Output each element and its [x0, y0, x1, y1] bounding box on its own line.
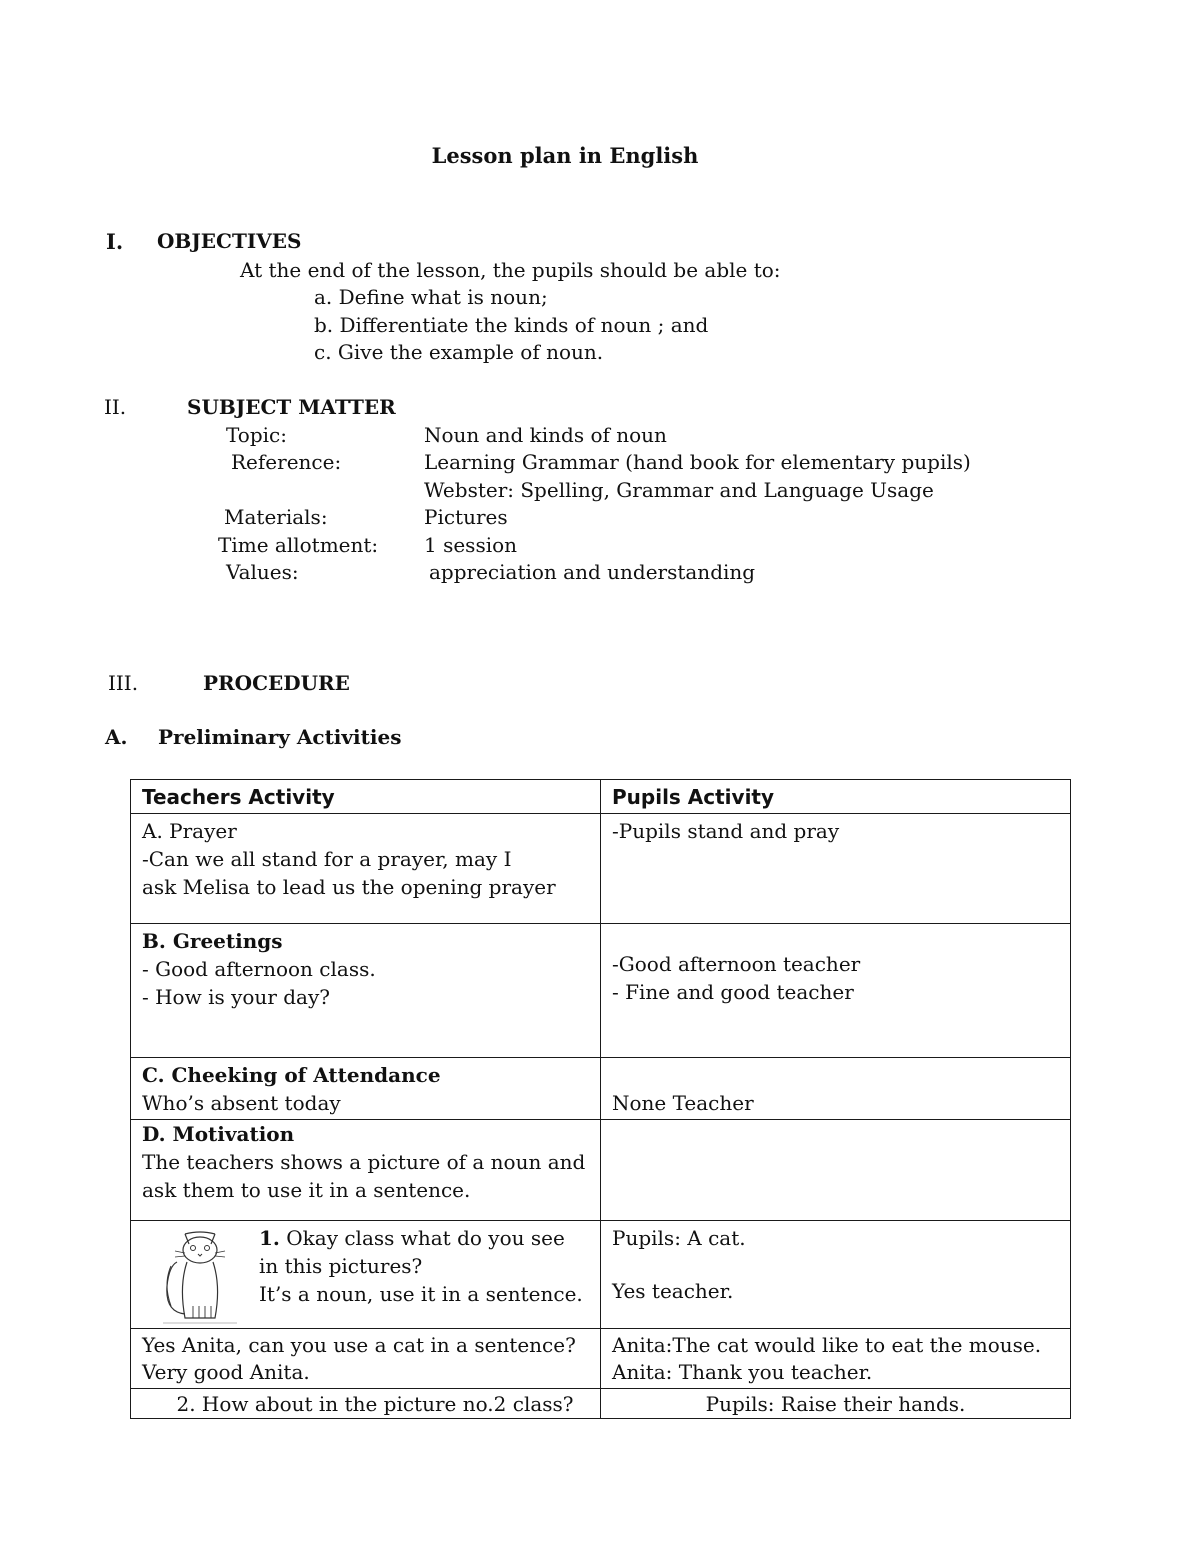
greetings-teacher-line: - Good afternoon class.: [142, 957, 376, 981]
motivation-teacher-line: The teachers shows a picture of a noun and: [142, 1150, 586, 1174]
greetings-pupils-cell: [601, 924, 1071, 1058]
subject-label-topic: Topic:: [226, 423, 287, 447]
header-pupils-activity: Pupils Activity: [601, 780, 1071, 814]
anita-pupils-line: Anita:The cat would like to eat the mouse.: [612, 1333, 1042, 1357]
table-row-motivation: [131, 1120, 1071, 1221]
activity-table: [130, 779, 1071, 1419]
header-teachers-activity: Teachers Activity: [131, 780, 601, 814]
prayer-pupils-cell: [601, 814, 1071, 924]
table-row-picture-2: [131, 1389, 1071, 1419]
picture1-teacher-cell: [131, 1221, 601, 1329]
motivation-pupils-cell: [601, 1120, 1071, 1221]
cat-picture: [155, 1226, 245, 1326]
subject-value-values: appreciation and understanding: [429, 560, 756, 584]
picture2-pupils-cell: Pupils: Raise their hands.: [601, 1389, 1071, 1419]
attendance-teacher-line: Who’s absent today: [142, 1091, 341, 1115]
objectives-heading: OBJECTIVES: [157, 229, 302, 253]
subject-value-time: 1 session: [424, 533, 518, 557]
table-row-picture-1: [131, 1221, 1071, 1329]
picture1-teacher-line: in this pictures?: [259, 1254, 423, 1278]
subject-matter-numeral: II.: [104, 395, 127, 419]
picture1-teacher-line: Okay class what do you see: [286, 1226, 565, 1250]
subject-value-reference: Learning Grammar (hand book for elementary pupils): [424, 450, 971, 474]
preliminary-heading: Preliminary Activities: [158, 725, 402, 749]
objective-item: a. Define what is noun;: [314, 285, 548, 309]
picture2-teacher-cell: 2. How about in the picture no.2 class?: [131, 1389, 601, 1419]
subject-matter-heading: SUBJECT MATTER: [187, 395, 396, 419]
greetings-pupils-line: - Fine and good teacher: [612, 980, 854, 1004]
motivation-title: D. Motivation: [142, 1122, 295, 1146]
attendance-pupils-line: None Teacher: [612, 1091, 754, 1115]
table-row-attendance: [131, 1058, 1071, 1120]
greetings-teacher-line: - How is your day?: [142, 985, 330, 1009]
subject-label-reference: Reference:: [231, 450, 342, 474]
objectives-intro: At the end of the lesson, the pupils should be able to:: [240, 258, 781, 282]
table-header-row: [131, 780, 1071, 814]
attendance-pupils-cell: [601, 1058, 1071, 1120]
greetings-pupils-line: -Good afternoon teacher: [612, 952, 861, 976]
objectives-numeral: I.: [106, 229, 124, 254]
prayer-pupils-line: -Pupils stand and pray: [612, 819, 840, 843]
picture1-pupils-cell: [601, 1221, 1071, 1329]
table-row-prayer: [131, 814, 1071, 924]
motivation-teacher-cell: [131, 1120, 601, 1221]
preliminary-letter: A.: [105, 725, 128, 749]
procedure-numeral: III.: [108, 671, 139, 695]
anita-teacher-cell: [131, 1329, 601, 1389]
motivation-teacher-line: ask them to use it in a sentence.: [142, 1178, 471, 1202]
subject-value-reference-2: Webster: Spelling, Grammar and Language Usage: [424, 478, 934, 502]
table-row-greetings: [131, 924, 1071, 1058]
anita-pupils-cell: [601, 1329, 1071, 1389]
attendance-title: C. Cheeking of Attendance: [142, 1063, 441, 1087]
picture1-number: 1.: [259, 1226, 280, 1250]
prayer-teacher-cell: [131, 814, 601, 924]
anita-teacher-line: Very good Anita.: [142, 1360, 310, 1384]
objective-item: c. Give the example of noun.: [314, 340, 604, 364]
prayer-teacher-line: ask Melisa to lead us the opening prayer: [142, 875, 556, 899]
prayer-title: A. Prayer: [142, 819, 237, 843]
page-title: Lesson plan in English: [431, 143, 699, 168]
picture1-pupils-line: Pupils: A cat.: [612, 1226, 746, 1250]
prayer-teacher-line: -Can we all stand for a prayer, may I: [142, 847, 512, 871]
anita-teacher-line: Yes Anita, can you use a cat in a sentence?: [142, 1333, 576, 1357]
subject-value-materials: Pictures: [424, 505, 508, 529]
attendance-teacher-cell: [131, 1058, 601, 1120]
procedure-heading: PROCEDURE: [203, 671, 350, 695]
table-row-anita: [131, 1329, 1071, 1389]
picture1-teacher-line: It’s a noun, use it in a sentence.: [259, 1282, 583, 1306]
greetings-teacher-cell: [131, 924, 601, 1058]
anita-pupils-line: Anita: Thank you teacher.: [612, 1360, 873, 1384]
picture1-pupils-line: Yes teacher.: [612, 1279, 734, 1303]
subject-label-values: Values:: [226, 560, 299, 584]
subject-label-materials: Materials:: [224, 505, 328, 529]
subject-value-topic: Noun and kinds of noun: [424, 423, 667, 447]
objective-item: b. Differentiate the kinds of noun ; and: [314, 313, 709, 337]
subject-label-time: Time allotment:: [218, 533, 379, 557]
greetings-title: B. Greetings: [142, 929, 283, 953]
